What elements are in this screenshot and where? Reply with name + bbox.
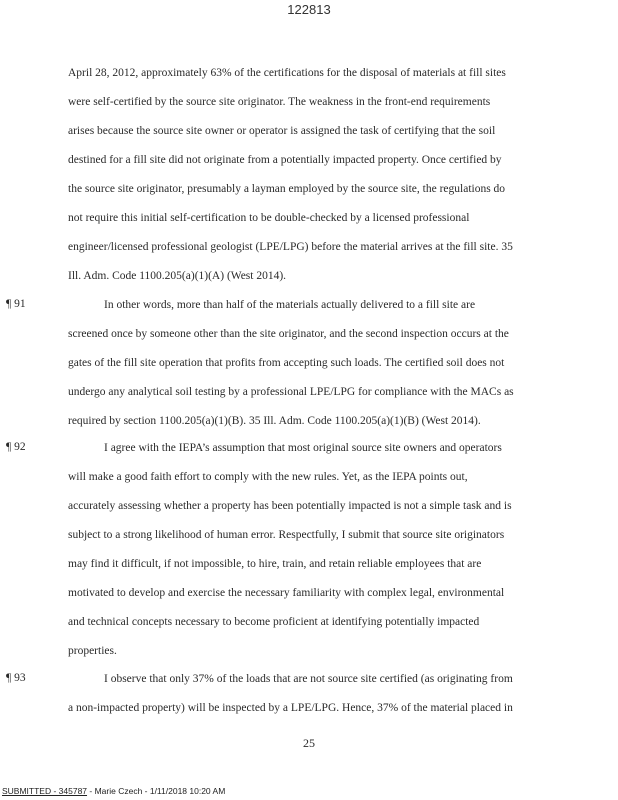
document-id-stamp: 122813 bbox=[287, 2, 331, 17]
submission-stamp bbox=[2, 786, 225, 796]
text-line: arises because the source site owner or operator is assigned the task of certifying that the soil bbox=[68, 125, 496, 137]
text-line: Ill. Adm. Code 1100.205(a)(1)(A) (West 2014). bbox=[68, 270, 287, 282]
text-line: were self-certified by the source site originator. The weakness in the front-end requirements bbox=[68, 96, 491, 108]
paragraph-mark: ¶ 93 bbox=[6, 672, 26, 684]
text-line: a non-impacted property) will be inspected by a LPE/LPG. Hence, 37% of the material placed in bbox=[68, 702, 513, 714]
text-line: subject to a strong likelihood of human error. Respectfully, I submit that source site originators bbox=[68, 529, 505, 541]
text-line: and technical concepts necessary to become proficient at identifying potentially impacted bbox=[68, 616, 480, 628]
submitted-id: SUBMITTED - 345787 bbox=[2, 786, 88, 796]
text-line: screened once by someone other than the site originator, and the second inspection occurs at the bbox=[68, 328, 509, 340]
text-line: destined for a fill site did not originate from a potentially impacted property. Once certified by bbox=[68, 154, 502, 166]
text-line: I agree with the IEPA’s assumption that most original source site owners and operators bbox=[104, 442, 502, 454]
text-line: the source site originator, presumably a layman employed by the source site, the regulations do bbox=[68, 183, 506, 195]
page-number: 25 bbox=[303, 736, 315, 750]
text-line: In other words, more than half of the materials actually delivered to a fill site are bbox=[104, 299, 476, 311]
text-line: gates of the fill site operation that profits from accepting such loads. The certified soil does not bbox=[68, 357, 505, 369]
submitter-datetime: - Marie Czech - 1/11/2018 10:20 AM bbox=[87, 786, 226, 796]
paragraph-mark: ¶ 92 bbox=[6, 441, 26, 453]
text-line: I observe that only 37% of the loads that are not source site certified (as originating from bbox=[104, 673, 513, 685]
text-line: properties. bbox=[68, 645, 117, 657]
text-line: engineer/licensed professional geologist (LPE/LPG) before the material arrives at the fill site. 35 bbox=[68, 241, 513, 253]
text-line: motivated to develop and exercise the necessary familiarity with complex legal, environmental bbox=[68, 587, 505, 599]
text-line: will make a good faith effort to comply with the new rules. Yet, as the IEPA points out, bbox=[68, 471, 468, 483]
paragraph-mark: ¶ 91 bbox=[6, 298, 26, 310]
text-line: April 28, 2012, approximately 63% of the certifications for the disposal of materials at fill sites bbox=[68, 67, 506, 79]
text-line: required by section 1100.205(a)(1)(B). 35 Ill. Adm. Code 1100.205(a)(1)(B) (West 2014). bbox=[68, 415, 481, 427]
text-line: not require this initial self-certification to be double-checked by a licensed professional bbox=[68, 212, 470, 224]
text-line: may find it difficult, if not impossible, to hire, train, and retain reliable employees that are bbox=[68, 558, 482, 570]
text-line: accurately assessing whether a property has been potentially impacted is not a simple task and is bbox=[68, 500, 512, 512]
text-line: undergo any analytical soil testing by a professional LPE/LPG for compliance with the MACs as bbox=[68, 386, 514, 398]
